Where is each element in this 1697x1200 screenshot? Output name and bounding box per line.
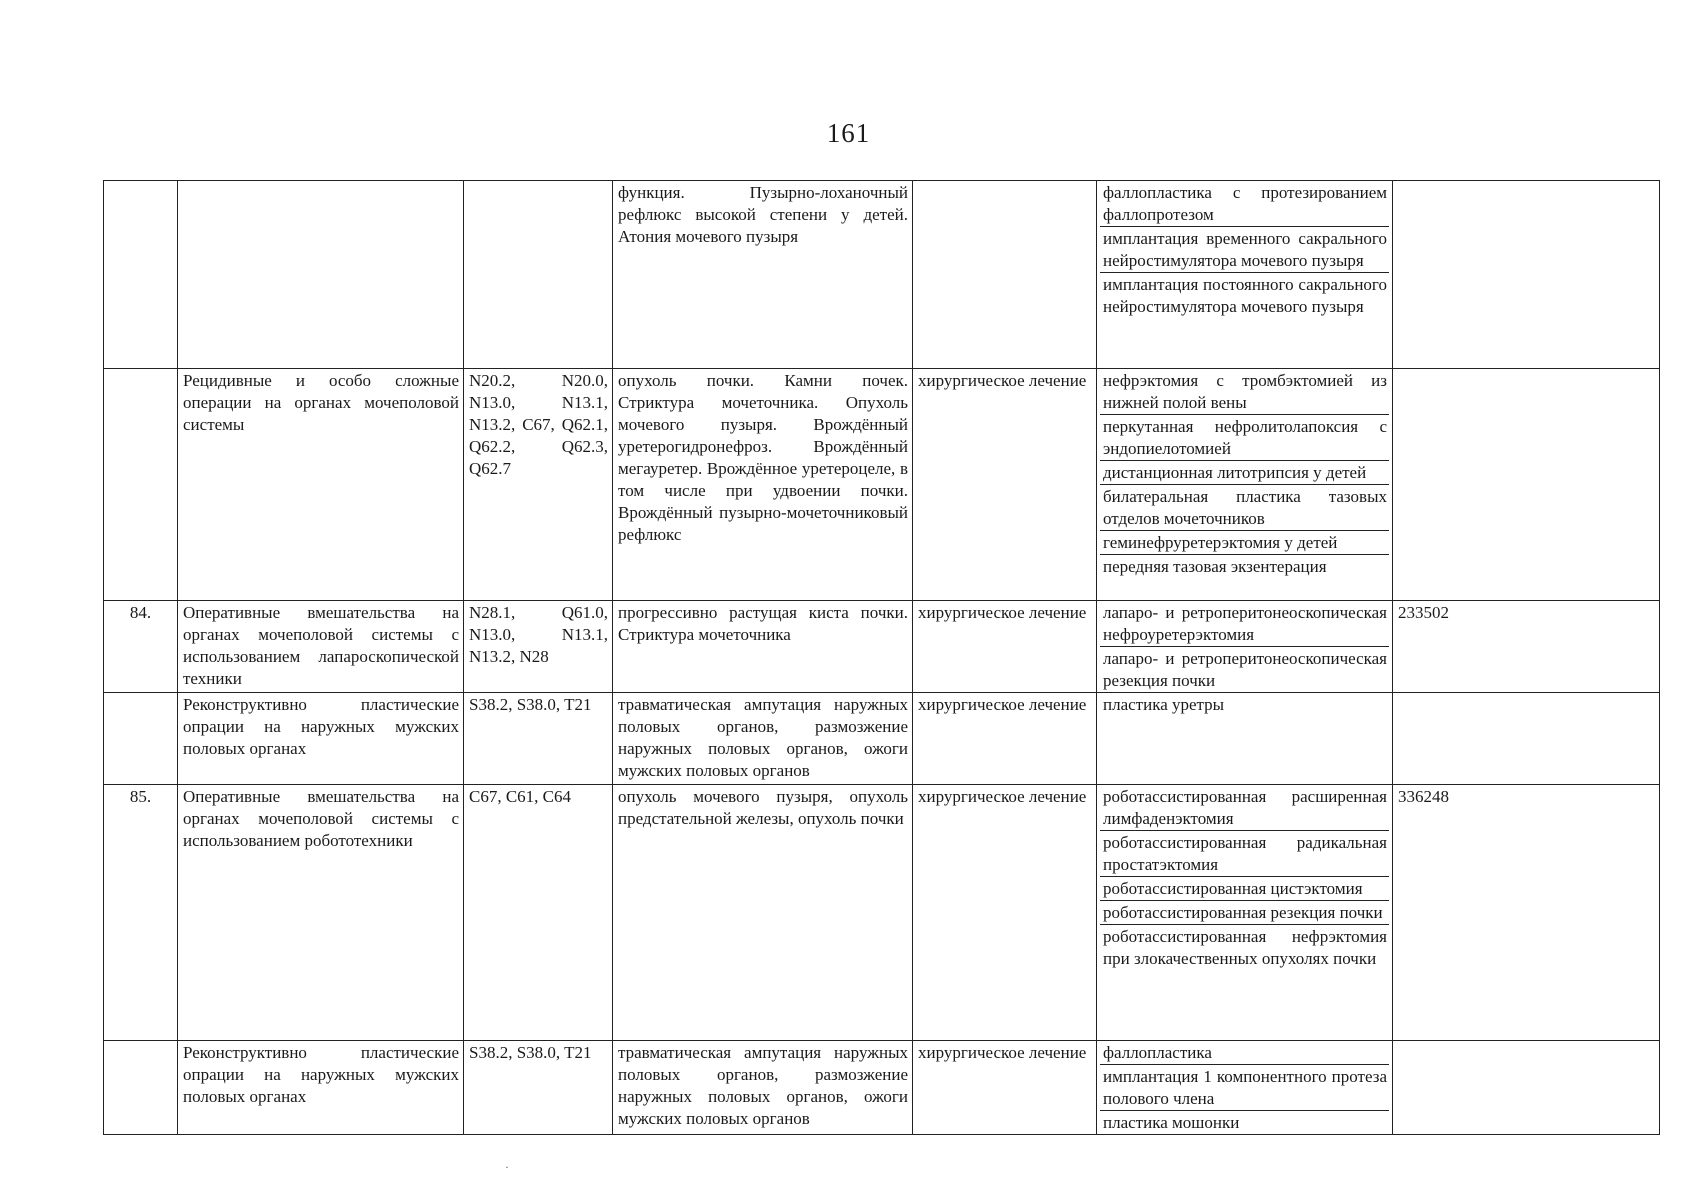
method-item: имплантация временного сакрального нейростимулятора мочевого пузыря (1100, 227, 1389, 273)
diagnosis: травматическая ампутация наружных половых органов, размозжение наружных половых органов, ожоги мужских половых органов (613, 1041, 913, 1135)
procedure-group-name: Реконструктивно пластические опрации на наружных мужских половых органах (178, 693, 464, 785)
method-item: фаллопластика с протезированием фаллопротезом (1100, 181, 1389, 227)
methods-cell (1097, 601, 1393, 693)
method-item: роботассистированная резекция почки (1100, 901, 1389, 925)
method-item: имплантация постоянного сакрального нейростимулятора мочевого пузыря (1103, 275, 1387, 316)
methods-cell (1097, 785, 1393, 1041)
diagnosis: опухоль почки. Камни почек. Стриктура мочеточника. Опухоль мочевого пузыря. Врождённый уретерогидронефроз. Врождённый мегауретер. Врождённое уретероцеле, в том числе при удвоении почки. Врождённый пузырно-мочеточниковый рефлюкс (613, 369, 913, 601)
treatment-type: хирургическое лечение (913, 1041, 1097, 1135)
table-row (104, 693, 1660, 785)
icd-codes: S38.2, S38.0, T21 (464, 1041, 613, 1135)
method-item: роботассистированная цистэктомия (1100, 877, 1389, 901)
treatment-type: хирургическое лечение (913, 693, 1097, 785)
icd-codes (464, 181, 613, 369)
methods-cell (1097, 1041, 1393, 1135)
diagnosis: функция. Пузырно-лоханочный рефлюкс высокой степени у детей. Атония мочевого пузыря (613, 181, 913, 369)
row-number (104, 369, 178, 601)
method-item: роботассистированная радикальная простатэктомия (1100, 831, 1389, 877)
scan-speck: · (505, 1160, 509, 1174)
treatment-type: хирургическое лечение (913, 785, 1097, 1041)
diagnosis: прогрессивно растущая киста почки. Стриктура мочеточника (613, 601, 913, 693)
method-item: геминефруретерэктомия у детей (1100, 531, 1389, 555)
treatment-type: хирургическое лечение (913, 601, 1097, 693)
row-number: 84. (104, 601, 178, 693)
method-item: передняя тазовая экзентерация (1103, 557, 1327, 576)
icd-codes: C67, C61, C64 (464, 785, 613, 1041)
method-item: лапаро- и ретроперитонеоскопическая нефроуретерэктомия (1100, 601, 1389, 647)
method-item: роботассистированная нефрэктомия при злокачественных опухолях почки (1103, 927, 1387, 968)
icd-codes: N20.2, N20.0, N13.0, N13.1, N13.2, C67, Q62.1, Q62.2, Q62.3, Q62.7 (464, 369, 613, 601)
table-row (104, 601, 1660, 693)
table-row (104, 1041, 1660, 1135)
diagnosis: травматическая ампутация наружных половых органов, размозжение наружных половых органов, ожоги мужских половых органов (613, 693, 913, 785)
method-item: роботассистированная расширенная лимфаденэктомия (1100, 785, 1389, 831)
method-item: фаллопластика (1100, 1041, 1389, 1065)
method-item: пластика мошонки (1103, 1113, 1240, 1132)
table-row (104, 181, 1660, 369)
cost (1393, 1041, 1660, 1135)
procedure-group-name (178, 181, 464, 369)
method-item: нефрэктомия с тромбэктомией из нижней полой вены (1100, 369, 1389, 415)
row-number (104, 181, 178, 369)
method-item: дистанционная литотрипсия у детей (1100, 461, 1389, 485)
method-item: пластика уретры (1103, 695, 1225, 714)
cost: 336248 (1393, 785, 1660, 1041)
row-number (104, 1041, 178, 1135)
procedure-group-name: Рецидивные и особо сложные операции на органах мочеполовой системы (178, 369, 464, 601)
procedures-table (103, 180, 1660, 1135)
row-number: 85. (104, 785, 178, 1041)
methods-cell (1097, 369, 1393, 601)
row-number (104, 693, 178, 785)
method-item: билатеральная пластика тазовых отделов мочеточников (1100, 485, 1389, 531)
diagnosis: опухоль мочевого пузыря, опухоль предстательной железы, опухоль почки (613, 785, 913, 1041)
icd-codes: S38.2, S38.0, T21 (464, 693, 613, 785)
methods-cell (1097, 181, 1393, 369)
cost (1393, 369, 1660, 601)
methods-cell (1097, 693, 1393, 785)
procedure-group-name: Оперативные вмешательства на органах мочеполовой системы с использованием лапароскопической техники (178, 601, 464, 693)
page-number: 161 (826, 118, 871, 148)
cost: 233502 (1393, 601, 1660, 693)
method-item: имплантация 1 компонентного протеза полового члена (1100, 1065, 1389, 1111)
method-item: лапаро- и ретроперитонеоскопическая резекция почки (1103, 649, 1387, 690)
treatment-type (913, 181, 1097, 369)
table-row (104, 785, 1660, 1041)
cost (1393, 181, 1660, 369)
procedure-group-name: Оперативные вмешательства на органах мочеполовой системы с использованием робототехники (178, 785, 464, 1041)
treatment-type: хирургическое лечение (913, 369, 1097, 601)
cost (1393, 693, 1660, 785)
procedure-group-name: Реконструктивно пластические опрации на наружных мужских половых органах (178, 1041, 464, 1135)
method-item: перкутанная нефролитолапоксия с эндопиелотомией (1100, 415, 1389, 461)
table-row (104, 369, 1660, 601)
icd-codes: N28.1, Q61.0, N13.0, N13.1, N13.2, N28 (464, 601, 613, 693)
